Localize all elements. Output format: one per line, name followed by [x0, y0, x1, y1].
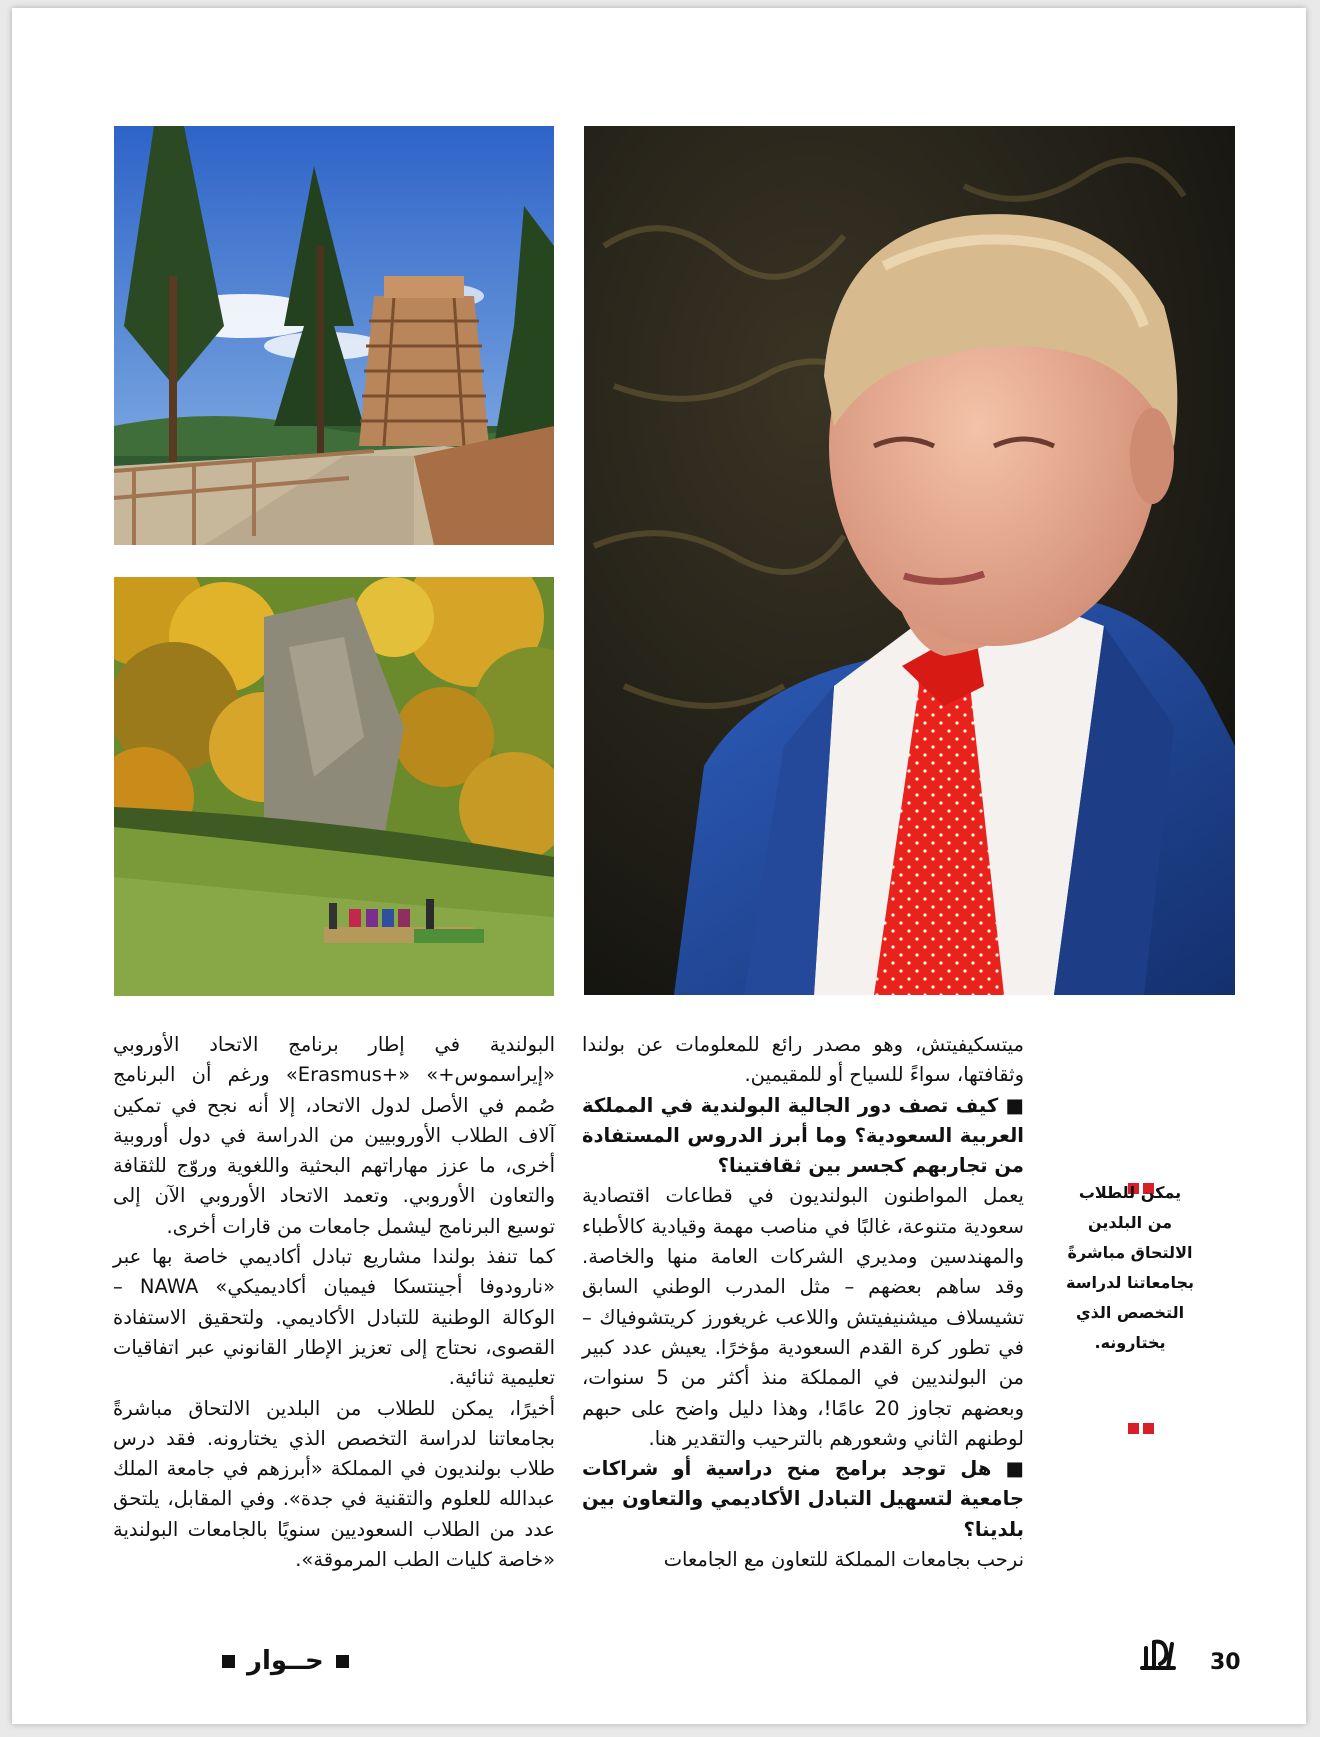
page-number: 30 — [1210, 1650, 1241, 1675]
magazine-logo — [1138, 1634, 1178, 1674]
river-rafting-photo — [114, 577, 554, 996]
article-column-middle — [582, 1030, 1024, 1575]
treetop-tower-photo — [114, 126, 554, 545]
pull-quote: يمكن للطلاب من البلدين الالتحاق مباشرةً بجامعاتنا لدراسة التخصص الذي يختارونه. — [1066, 1183, 1194, 1352]
square-bullet-icon — [336, 1655, 349, 1668]
interview-question: ■ هل توجد برامج منح دراسية أو شراكات جامعية لتسهيل التبادل الأكاديمي والتعاون بين بلدينا؟ — [582, 1457, 1024, 1541]
paragraph: أخيرًا، يمكن للطلاب من البلدين الالتحاق مباشرةً بجامعاتنا لدراسة التخصص الذي يختارونه. فقد درس طلاب بولنديون في المملكة «أبرزهم في جامعة الملك عبدالله للعلوم والتقنية في جدة». وفي المقابل، يلتحق عدد من الطلاب السعوديين سنويًا بالجامعات البولندية «خاصة كليات الطب المرموقة». — [113, 1396, 555, 1572]
pull-quote-mark-bottom — [1128, 1423, 1154, 1434]
section-label — [222, 1646, 349, 1676]
paragraph: يعمل المواطنون البولنديون في قطاعات اقتصادية سعودية متنوعة، غالبًا في مناصب مهمة وقيادية كالأطباء والمهندسين ومديري الشركات العامة منها والخاصة. وقد ساهم بعضهم – مثل المدرب الوطني السابق تشيسلاف ميشنيفيتش واللاعب غريغورز كريتشوفياك – في تطور كرة القدم السعودية مؤخرًا. يعيش عدد كبير من البولنديين في المملكة منذ أكثر من 5 سنوات، وبعضهم تجاوز 20 عامًا!، وهذا دليل واضح على حبهم لوطنهم الثاني وشعورهم بالترحيب والتقدير هنا. — [582, 1184, 1024, 1450]
paragraph: نرحب بجامعات المملكة للتعاون مع الجامعات — [663, 1548, 1024, 1572]
section-title: حــوار — [247, 1646, 324, 1676]
paragraph: ميتسكيفيتش، وهو مصدر رائع للمعلومات عن بولندا وثقافتها، سواءً للسياح أو للمقيمين. — [582, 1033, 1024, 1087]
portrait-photo — [584, 126, 1235, 995]
paragraph: كما تنفذ بولندا مشاريع تبادل أكاديمي خاصة بها عبر «نارودوفا أجينتسكا فيميان أكاديميكي» NAWA – الوكالة الوطنية للتبادل الأكاديمي. ولتحقيق الاستفادة القصوى، نحتاج إلى تعزيز الإطار القانوني عبر اتفاقيات تعليمية ثنائية. — [113, 1245, 555, 1390]
paragraph: البولندية في إطار برنامج الاتحاد الأوروبي «إيراسموس+» «+Erasmus» ورغم أن البرنامج صُمم في الأصل لدول الاتحاد، إلا أنه نجح في تمكين آلاف الطلاب الأوروبيين من الدراسة في دول أوروبية أخرى، ما عزز مهاراتهم البحثية واللغوية وروّج للثقافة والتعاون الأوروبي. وتعمد الاتحاد الأوروبي الآن إلى توسيع البرنامج ليشمل جامعات من قارات أخرى. — [113, 1033, 555, 1238]
square-bullet-icon — [222, 1655, 235, 1668]
interview-question: ■ كيف تصف دور الجالية البولندية في المملكة العربية السعودية؟ وما أبرز الدروس المستفادة من تجاربهم كجسر بين ثقافتينا؟ — [582, 1093, 1024, 1178]
article-column-left — [113, 1030, 555, 1575]
